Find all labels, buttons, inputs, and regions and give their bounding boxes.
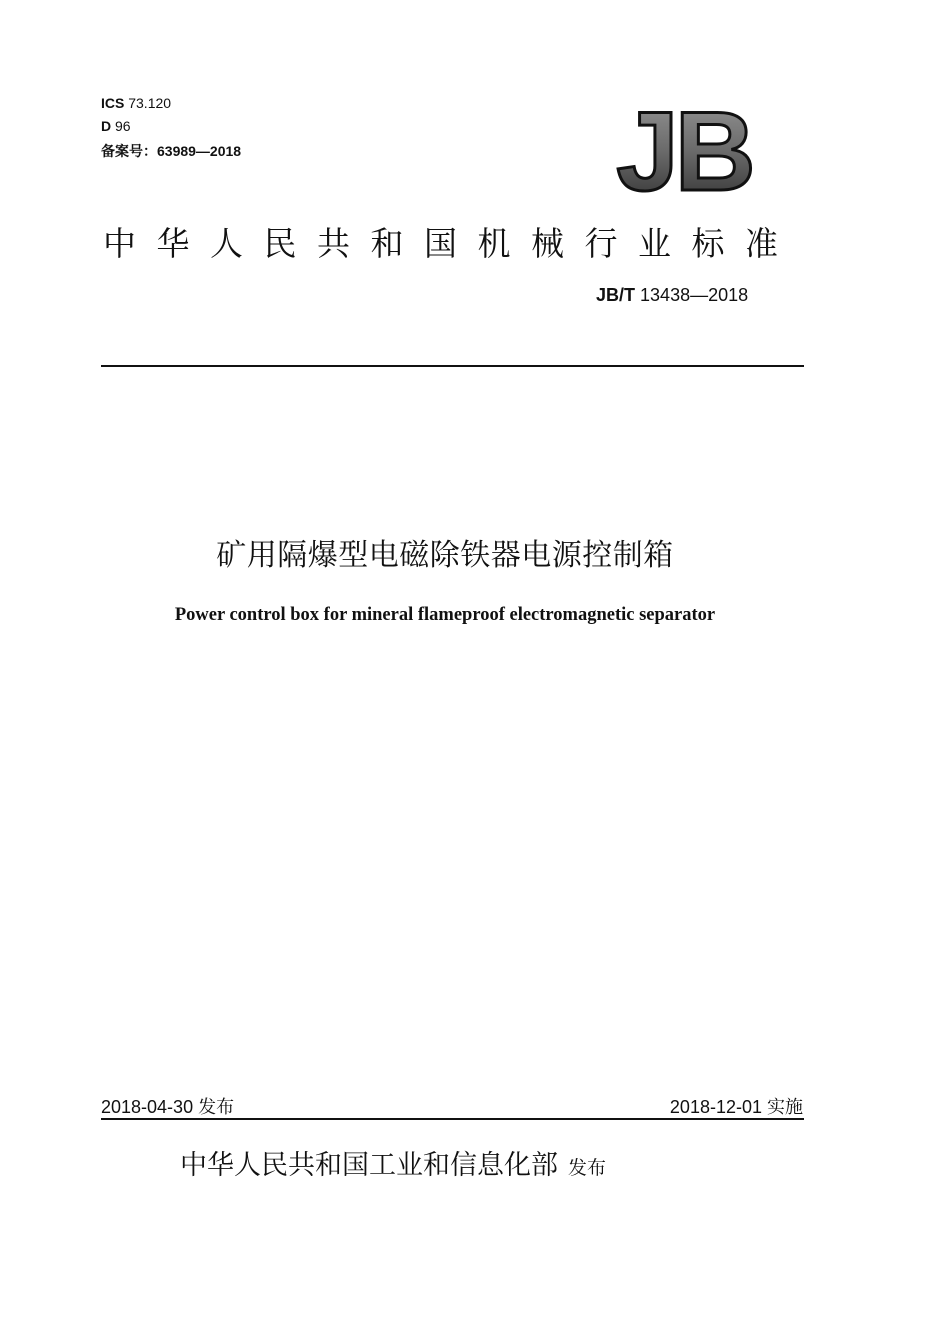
- issuer-name: 中华人民共和国工业和信息化部: [180, 1150, 558, 1181]
- issuing-authority: [180, 1143, 606, 1182]
- document-title-english: Power control box for mineral flameproof electromagnetic separator: [174, 605, 716, 625]
- ics-code: [101, 95, 171, 111]
- standard-prefix: JB/T: [596, 285, 636, 305]
- ics-value: 73.120: [128, 95, 172, 111]
- publish-date: 2018-04-30 发布: [101, 1097, 235, 1117]
- jb-logo-text: JB: [616, 100, 752, 200]
- ics-label: ICS: [101, 95, 125, 111]
- issuer-suffix: 发布: [568, 1157, 607, 1179]
- classification-label: D: [101, 118, 112, 134]
- header-divider: [101, 365, 804, 367]
- effective-date: 2018-12-01 实施: [669, 1097, 803, 1117]
- jb-logo: [600, 100, 765, 200]
- classification-code: [101, 118, 131, 134]
- standard-number: [596, 285, 748, 306]
- footer-divider: [101, 1118, 804, 1120]
- document-title-chinese: 矿用隔爆型电磁除铁器电源控制箱: [216, 538, 674, 573]
- standard-number-value: 13438—2018: [640, 285, 749, 305]
- classification-value: 96: [115, 118, 131, 134]
- registration-number: 备案号：63989—2018: [101, 143, 242, 159]
- standard-type-title: 中华人民共和国机械行业标准: [103, 224, 799, 263]
